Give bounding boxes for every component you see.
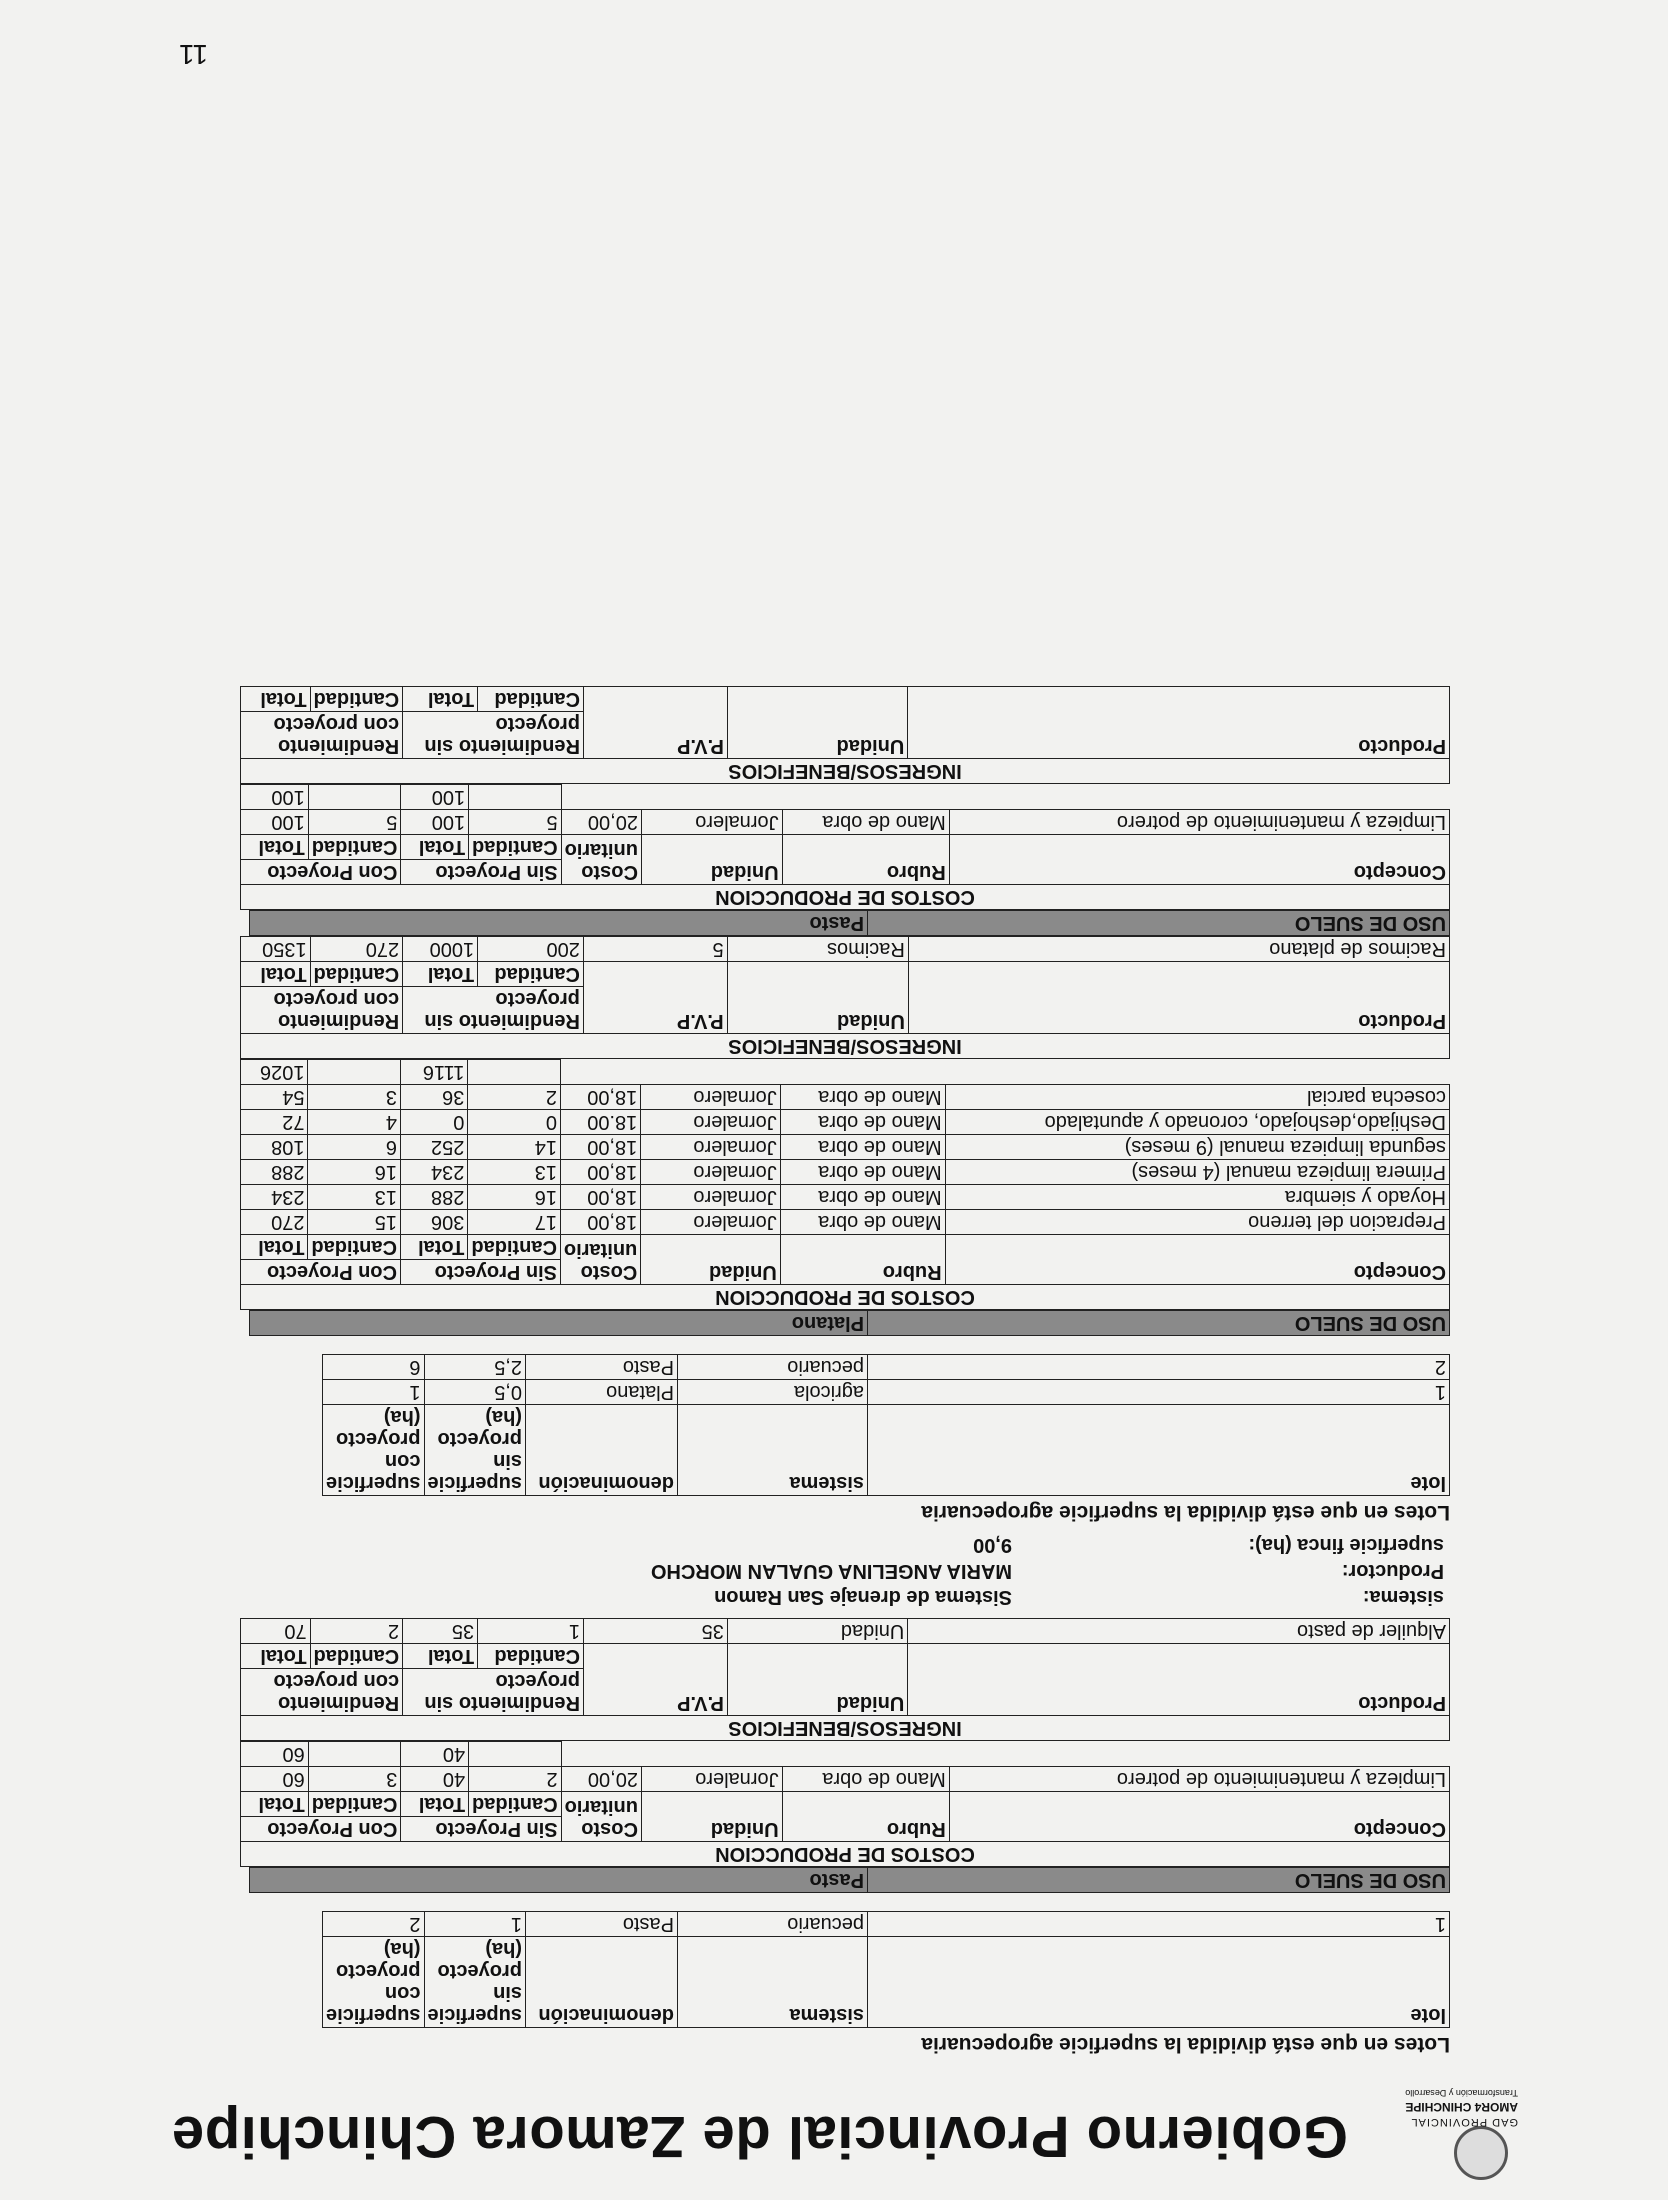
cell: 5 [469, 810, 562, 835]
ingresos-table-2 [240, 936, 1450, 1059]
col-unidad: Unidad [641, 835, 782, 885]
ingresos-title: INGRESOS/BENEFICIOS [241, 1034, 1450, 1059]
costos-title: COSTOS DE PRODUCCION [241, 885, 1450, 910]
lotes-table-2 [322, 1354, 1450, 1496]
cell: 108 [241, 1135, 308, 1160]
cell: 17 [468, 1210, 561, 1235]
total-sin: 100 [401, 785, 469, 810]
total-sin: 40 [401, 1742, 469, 1767]
col-rend-sin: Rendimiento sin proyecto [403, 987, 584, 1034]
cell: 2 [323, 1912, 424, 1937]
col-cantidad: Cantidad [308, 835, 401, 860]
col-concepto: Concepto [945, 1235, 1449, 1285]
sistema-label: sistema: [1362, 1586, 1444, 1608]
cell: 2 [310, 1619, 403, 1644]
cell: Jornalero [641, 1160, 781, 1185]
col-producto: Producto [908, 687, 1450, 759]
col-costo: Costo unitario [560, 1235, 640, 1285]
cell: 100 [401, 810, 469, 835]
col-concepto: Concepto [949, 1792, 1449, 1842]
col-costo: Costo unitario [561, 1792, 641, 1842]
totals-row [241, 1060, 1450, 1085]
cell: 16 [468, 1185, 561, 1210]
cell: 1 [868, 1912, 1450, 1937]
cell: 1000 [403, 937, 478, 962]
col-rend-sin: Rendimiento sin proyecto [403, 712, 584, 759]
ingresos-title: INGRESOS/BENEFICIOS [241, 1716, 1450, 1741]
table-row [323, 1380, 1450, 1405]
table-row [241, 1135, 1450, 1160]
cell: Jornalero [641, 1085, 781, 1110]
col-unidad: Unidad [641, 1235, 781, 1285]
cell: 18,00 [560, 1085, 640, 1110]
col-producto: Producto [908, 1644, 1450, 1716]
costos-table-2 [240, 1059, 1450, 1310]
cell: 18,00 [560, 1210, 640, 1235]
cell: 1 [323, 1380, 424, 1405]
page-title: Gobierno Provincial de Zamora Chinchipe [171, 2104, 1348, 2169]
table-row [241, 937, 1450, 962]
document-body [240, 686, 1450, 2060]
uso-suelo-value: Platano [250, 1311, 868, 1336]
costos-table-3 [240, 784, 1450, 910]
cell: Jornalero [641, 1110, 781, 1135]
cell: agricola [678, 1380, 868, 1405]
cell: Mano de obra [780, 1210, 945, 1235]
col-rubro: Rubro [780, 1235, 945, 1285]
totals-row [241, 785, 1450, 810]
logo-line3: Transformación y Desarrollo [1405, 2088, 1518, 2098]
cell: Racimos [727, 937, 908, 962]
lotes-table-1 [322, 1911, 1450, 2028]
col-rubro: Rubro [782, 835, 949, 885]
col-total: Total [403, 1644, 478, 1669]
table-header [241, 712, 1450, 759]
cell: Mano de obra [782, 810, 949, 835]
uso-suelo-label: USO DE SUELO [868, 911, 1450, 936]
total-con: 100 [241, 785, 309, 810]
table-row [241, 810, 1450, 835]
uso-suelo-label: USO DE SUELO [868, 1868, 1450, 1893]
col-sin-proyecto: Sin Proyecto [401, 1817, 561, 1842]
col-total: Total [241, 1792, 309, 1817]
col-lote: lote [868, 1405, 1450, 1496]
cell: 6 [323, 1355, 424, 1380]
cell: 2,5 [424, 1355, 525, 1380]
producer-info [645, 1532, 1450, 1610]
table-row [241, 1767, 1450, 1792]
lotes-heading-2: Lotes en que está dividida la superficie agropecuaria [921, 1501, 1450, 1524]
cell: Jornalero [641, 1185, 781, 1210]
cell: Mano de obra [780, 1160, 945, 1185]
cell: 0 [401, 1110, 468, 1135]
cell: 288 [241, 1160, 308, 1185]
cell: 18,00 [560, 1185, 640, 1210]
cell: 288 [401, 1185, 468, 1210]
cell: 2 [469, 1767, 562, 1792]
col-total: Total [241, 1644, 311, 1669]
table-header [241, 987, 1450, 1034]
cell: cosecha parcial [945, 1085, 1449, 1110]
col-total: Total [401, 835, 469, 860]
col-rend-sin: Rendimiento sin proyecto [403, 1669, 584, 1716]
cell: Platano [526, 1380, 678, 1405]
cell: 54 [241, 1085, 308, 1110]
total-con: 60 [241, 1742, 309, 1767]
table-header [241, 1260, 1450, 1285]
col-pvp: P.V.P [583, 962, 727, 1034]
cell: 1350 [241, 937, 311, 962]
col-cantidad: Cantidad [310, 1644, 403, 1669]
col-concepto: Concepto [949, 835, 1449, 885]
col-producto: Producto [908, 962, 1449, 1034]
col-unidad: Unidad [727, 1644, 907, 1716]
page-header [118, 2070, 1518, 2180]
col-total: Total [403, 962, 478, 987]
superficie-label: superficie finca (ha): [1248, 1534, 1444, 1556]
cell: 270 [241, 1210, 308, 1235]
cell: Pasto [526, 1355, 678, 1380]
cell: 72 [241, 1110, 308, 1135]
cell: 13 [468, 1160, 561, 1185]
totals-row [241, 1742, 1450, 1767]
cell: 18,00 [560, 1160, 640, 1185]
uso-suelo-2 [249, 1310, 1450, 1336]
col-sup-con: superficie con proyecto (ha) [323, 1405, 424, 1496]
page-number: 11 [178, 39, 208, 70]
sistema-value: Sistema de drenaje San Ramon [714, 1586, 1012, 1608]
col-con-proyecto: Con Proyecto [241, 860, 401, 885]
lotes-heading-1: Lotes en que está dividida la superficie agropecuaria [921, 2033, 1450, 2056]
costos-title: COSTOS DE PRODUCCION [241, 1285, 1450, 1310]
uso-suelo-value: Pasto [250, 1868, 868, 1893]
col-sup-sin: superficie sin proyecto (ha) [424, 1937, 525, 2028]
cell: 252 [401, 1135, 468, 1160]
col-con-proyecto: Con Proyecto [241, 1260, 401, 1285]
total-con: 1026 [241, 1060, 308, 1085]
cell: 234 [401, 1160, 468, 1185]
cell: 20,00 [561, 1767, 641, 1792]
cell: 234 [241, 1185, 308, 1210]
table-row [241, 1160, 1450, 1185]
cell: Primera limpieza manual (4 meses) [945, 1160, 1449, 1185]
cell: 1 [868, 1380, 1450, 1405]
uso-suelo-1 [249, 1867, 1450, 1893]
col-total: Total [241, 687, 311, 712]
col-lote: lote [868, 1937, 1450, 2028]
costos-table-1 [240, 1741, 1450, 1867]
cell: Hoyado y siembra [945, 1185, 1449, 1210]
table-header [241, 1669, 1450, 1716]
col-rend-con: Rendimiento con proyecto [241, 987, 403, 1034]
cell: 6 [308, 1135, 401, 1160]
col-cantidad: Cantidad [478, 1644, 584, 1669]
uso-suelo-label: USO DE SUELO [868, 1311, 1450, 1336]
col-cantidad: Cantidad [308, 1235, 401, 1260]
cell: 35 [403, 1619, 478, 1644]
cell: Alquiler de pasto [908, 1619, 1450, 1644]
logo-emblem-icon [1454, 2126, 1508, 2180]
cell: 0,5 [424, 1380, 525, 1405]
col-denominacion: denominación [526, 1937, 678, 2028]
col-total: Total [241, 835, 309, 860]
cell: 2 [868, 1355, 1450, 1380]
col-costo: Costo unitario [561, 835, 641, 885]
col-sin-proyecto: Sin Proyecto [401, 860, 561, 885]
cell: Mano de obra [780, 1110, 945, 1135]
cell: Jornalero [641, 810, 782, 835]
productor-value: MARIA ANGELINA GUALAN MORCHO [650, 1560, 1012, 1582]
col-unidad: Unidad [727, 687, 907, 759]
cell: Mano de obra [780, 1135, 945, 1160]
col-sup-con: superficie con proyecto (ha) [323, 1937, 424, 2028]
cell: 306 [401, 1210, 468, 1235]
col-total: Total [403, 687, 478, 712]
costos-title: COSTOS DE PRODUCCION [241, 1842, 1450, 1867]
total-sin: 1116 [401, 1060, 468, 1085]
cell: 2 [468, 1085, 561, 1110]
cell: Unidad [727, 1619, 907, 1644]
cell: Mano de obra [780, 1085, 945, 1110]
cell: Limpieza y mantenimiento de potrero [949, 810, 1449, 835]
col-total: Total [241, 1235, 308, 1260]
col-sistema: sistema [678, 1405, 868, 1496]
logo-line1: GAD PROVINCIAL [1410, 2116, 1518, 2128]
cell: 0 [468, 1110, 561, 1135]
cell: 4 [308, 1110, 401, 1135]
cell: segunda limpieza manual (9 meses) [945, 1135, 1449, 1160]
cell: Pasto [526, 1912, 678, 1937]
table-row [241, 1085, 1450, 1110]
cell: pecuario [678, 1355, 868, 1380]
cell: 35 [583, 1619, 727, 1644]
cell: pecuario [678, 1912, 868, 1937]
cell: 70 [241, 1619, 311, 1644]
cell: 200 [478, 937, 584, 962]
ingresos-title: INGRESOS/BENEFICIOS [241, 759, 1450, 784]
table-header [323, 1405, 1450, 1496]
cell: 3 [308, 1085, 401, 1110]
table-header [241, 860, 1450, 885]
cell: Prepracion del terreno [945, 1210, 1449, 1235]
cell: Racimos de platano [908, 937, 1449, 962]
table-header [241, 1817, 1450, 1842]
cell: 18,00 [560, 1135, 640, 1160]
col-unidad: Unidad [641, 1792, 782, 1842]
cell: 1 [424, 1912, 525, 1937]
col-cantidad: Cantidad [310, 687, 403, 712]
cell: 100 [241, 810, 309, 835]
uso-suelo-3 [249, 910, 1450, 936]
col-rend-con: Rendimiento con proyecto [241, 1669, 403, 1716]
col-cantidad: Cantidad [478, 962, 584, 987]
table-row [241, 1185, 1450, 1210]
table-header [323, 1937, 1450, 2028]
cell: 40 [401, 1767, 469, 1792]
cell: Jornalero [641, 1767, 782, 1792]
cell: 1 [478, 1619, 584, 1644]
table-row [241, 1210, 1450, 1235]
cell: Jornalero [641, 1210, 781, 1235]
col-rend-con: Rendimiento con proyecto [241, 712, 403, 759]
logo-line2: AMOR4 CHINCHIPE [1405, 2100, 1518, 2114]
col-cantidad: Cantidad [310, 962, 403, 987]
col-cantidad: Cantidad [469, 835, 562, 860]
table-row [323, 1912, 1450, 1937]
col-rubro: Rubro [782, 1792, 949, 1842]
cell: 36 [401, 1085, 468, 1110]
cell: 5 [583, 937, 727, 962]
cell: Mano de obra [780, 1185, 945, 1210]
col-pvp: P.V.P [583, 1644, 727, 1716]
col-sistema: sistema [678, 1937, 868, 2028]
col-total: Total [401, 1792, 469, 1817]
cell: Deshijado,deshojado, coronado y apuntalado [945, 1110, 1449, 1135]
ingresos-table-1 [240, 1618, 1450, 1741]
cell: 18.00 [560, 1110, 640, 1135]
table-row [241, 1110, 1450, 1135]
superficie-value: 9,00 [973, 1534, 1012, 1556]
col-cantidad: Cantidad [468, 1235, 561, 1260]
cell: Jornalero [641, 1135, 781, 1160]
table-row [323, 1355, 1450, 1380]
col-pvp: P.V.P [583, 687, 727, 759]
col-con-proyecto: Con Proyecto [241, 1817, 401, 1842]
productor-label: Productor: [1341, 1560, 1444, 1582]
col-cantidad: Cantidad [469, 1792, 562, 1817]
cell: 3 [308, 1767, 401, 1792]
gad-logo [1383, 2084, 1518, 2180]
ingresos-table-3 [240, 686, 1450, 784]
cell: 16 [308, 1160, 401, 1185]
col-sup-sin: superficie sin proyecto (ha) [424, 1405, 525, 1496]
col-total: Total [241, 962, 311, 987]
col-unidad: Unidad [727, 962, 908, 1034]
col-cantidad: Cantidad [308, 1792, 401, 1817]
cell: 15 [308, 1210, 401, 1235]
cell: 60 [241, 1767, 309, 1792]
cell: 20,00 [561, 810, 641, 835]
cell: 13 [308, 1185, 401, 1210]
uso-suelo-value: Pasto [250, 911, 868, 936]
table-row [241, 1619, 1450, 1644]
cell: 14 [468, 1135, 561, 1160]
cell: 270 [310, 937, 403, 962]
col-cantidad: Cantidad [478, 687, 584, 712]
col-total: Total [401, 1235, 468, 1260]
col-sin-proyecto: Sin Proyecto [401, 1260, 561, 1285]
cell: 5 [308, 810, 401, 835]
col-denominacion: denominación [526, 1405, 678, 1496]
cell: Mano de obra [782, 1767, 949, 1792]
cell: Limpieza y mantenimiento de potrero [949, 1767, 1449, 1792]
